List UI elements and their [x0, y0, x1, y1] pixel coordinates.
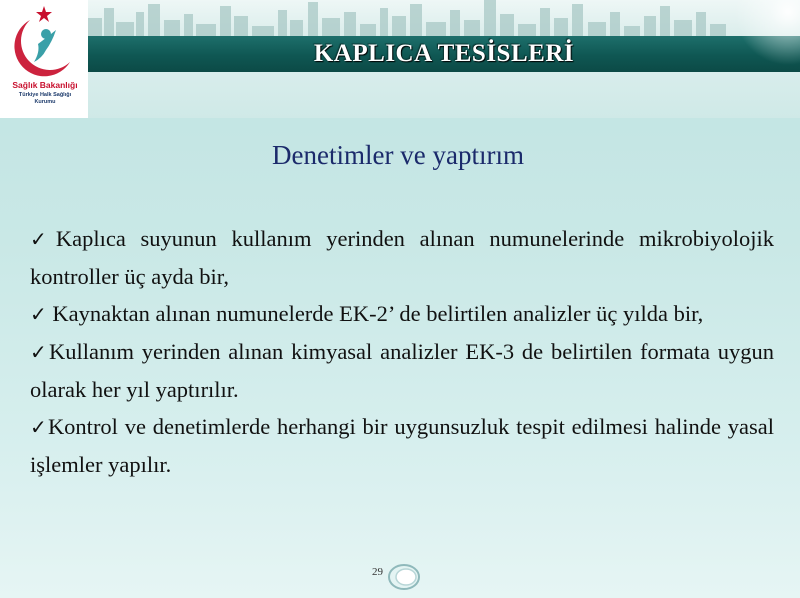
check-mark-icon: ✓ — [30, 302, 47, 326]
city-skyline-image — [88, 0, 800, 40]
logo-subtitle-line2: Kurumu — [34, 99, 56, 105]
slide-subtitle: Denetimler ve yaptırım — [272, 140, 524, 170]
light-flare — [720, 0, 800, 80]
check-mark-icon: ✓ — [30, 227, 56, 251]
bullet-item — [30, 408, 774, 483]
bullet-item — [30, 220, 774, 295]
swirl-ornament-icon — [386, 562, 422, 592]
logo-subtitle — [4, 92, 86, 106]
check-mark-icon: ✓ — [30, 340, 49, 364]
slide-title: KAPLICA TESİSLERİ — [313, 40, 575, 67]
logo-subtitle-line1: Türkiye Halk Sağlığı — [18, 92, 72, 98]
bullet-item — [30, 333, 774, 408]
page-number: 29 — [372, 566, 383, 578]
bullet-list — [30, 220, 774, 483]
bullet-text: Kullanım yerinden alınan kimyasal analizler EK-3 de belirtilen formata uygun olarak her yıl yaptırılır. — [30, 339, 775, 402]
bullet-text: Kontrol ve denetimlerde herhangi bir uygunsuzluk tespit edilmesi halinde yasal işlemler yapılır. — [30, 414, 774, 477]
ministry-logo — [0, 0, 88, 118]
logo-name: Sağlık Bakanlığı — [12, 80, 78, 90]
bullet-text: Kaynaktan alınan numunelerde EK-2’ de belirtilen analizler üç yılda bir, — [46, 301, 704, 326]
check-mark-icon: ✓ — [30, 415, 48, 439]
bullet-item — [30, 295, 774, 333]
slide-header — [0, 0, 800, 118]
bullet-text: Kaplıca suyunun kullanım yerinden alınan numunelerinde mikrobiyolojik kontroller üç ayda bir, — [30, 226, 775, 289]
crescent-star-icon — [0, 0, 88, 80]
